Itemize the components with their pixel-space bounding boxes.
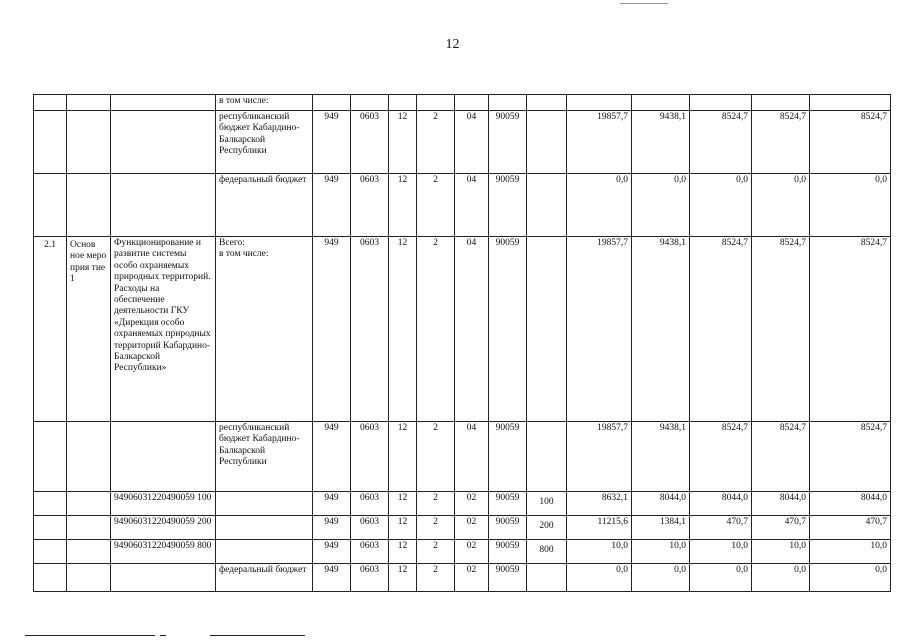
col-event — [455, 95, 489, 111]
col-value-3: 8524,7 — [690, 237, 752, 422]
col-program: 12 — [389, 540, 417, 564]
col-grbs: 949 — [313, 516, 351, 540]
col-number — [34, 492, 67, 516]
col-grbs: 949 — [313, 174, 351, 237]
footnote-rule-left — [25, 635, 155, 636]
col-value-5: 0,0 — [810, 564, 891, 592]
row-respublikanskiy-2 — [34, 422, 891, 492]
col-status — [67, 95, 111, 111]
row-vsego-2-1 — [34, 237, 891, 422]
col-grbs — [313, 95, 351, 111]
col-rzpr: 0603 — [351, 237, 389, 422]
row-federalnyy-2 — [34, 564, 891, 592]
col-program: 12 — [389, 237, 417, 422]
col-value-1: 19857,7 — [567, 237, 632, 422]
col-subprogram: 2 — [417, 564, 455, 592]
col-event: 02 — [455, 516, 489, 540]
col-value-5: 8524,7 — [810, 422, 891, 492]
col-subprogram: 2 — [417, 422, 455, 492]
col-value-4 — [752, 95, 810, 111]
page-number: 12 — [445, 37, 460, 52]
col-vr — [527, 174, 567, 237]
col-status — [67, 516, 111, 540]
col-vr — [527, 95, 567, 111]
col-value-2: 1384,1 — [632, 516, 690, 540]
col-program: 12 — [389, 516, 417, 540]
col-value-1: 10,0 — [567, 540, 632, 564]
col-value-3: 0,0 — [690, 174, 752, 237]
col-value-3: 0,0 — [690, 564, 752, 592]
col-direction: 90059 — [489, 564, 527, 592]
col-event: 04 — [455, 237, 489, 422]
col-vr: 800 — [527, 540, 567, 564]
col-source: федеральный бюджет — [216, 174, 313, 237]
col-program: 12 — [389, 564, 417, 592]
footnote-rule-dash — [160, 635, 166, 636]
col-value-5: 470,7 — [810, 516, 891, 540]
col-value-2: 0,0 — [632, 174, 690, 237]
col-value-2: 9438,1 — [632, 237, 690, 422]
col-rzpr: 0603 — [351, 422, 389, 492]
col-rzpr: 0603 — [351, 174, 389, 237]
col-event: 02 — [455, 564, 489, 592]
col-title — [111, 95, 216, 111]
col-direction: 90059 — [489, 174, 527, 237]
col-value-3: 10,0 — [690, 540, 752, 564]
col-rzpr: 0603 — [351, 540, 389, 564]
col-title — [111, 174, 216, 237]
row-v-tom-chisle-1 — [34, 95, 891, 111]
col-status: Основ ное меро прия тие 1 — [67, 237, 111, 422]
col-source — [216, 540, 313, 564]
col-direction: 90059 — [489, 492, 527, 516]
col-number — [34, 111, 67, 174]
col-value-5: 8524,7 — [810, 111, 891, 174]
col-rzpr: 0603 — [351, 111, 389, 174]
col-value-4: 8524,7 — [752, 237, 810, 422]
col-title — [111, 111, 216, 174]
col-value-1: 11215,6 — [567, 516, 632, 540]
col-event: 02 — [455, 540, 489, 564]
col-value-4: 10,0 — [752, 540, 810, 564]
col-rzpr: 0603 — [351, 516, 389, 540]
col-value-1 — [567, 95, 632, 111]
col-subprogram: 2 — [417, 540, 455, 564]
col-value-1: 0,0 — [567, 174, 632, 237]
row-respublikanskiy-1 — [34, 111, 891, 174]
col-direction: 90059 — [489, 540, 527, 564]
col-value-3: 8524,7 — [690, 111, 752, 174]
col-subprogram: 2 — [417, 111, 455, 174]
col-status — [67, 492, 111, 516]
col-title: 94906031220490059 800 — [111, 540, 216, 564]
col-grbs: 949 — [313, 564, 351, 592]
col-value-5: 0,0 — [810, 174, 891, 237]
col-value-5 — [810, 95, 891, 111]
col-program: 12 — [389, 174, 417, 237]
col-program — [389, 95, 417, 111]
col-grbs: 949 — [313, 492, 351, 516]
col-status — [67, 422, 111, 492]
col-event: 04 — [455, 111, 489, 174]
col-subprogram: 2 — [417, 516, 455, 540]
col-status — [67, 111, 111, 174]
col-value-3: 8044,0 — [690, 492, 752, 516]
col-source — [216, 492, 313, 516]
col-value-4: 0,0 — [752, 174, 810, 237]
col-vr — [527, 422, 567, 492]
col-number — [34, 174, 67, 237]
col-value-1: 19857,7 — [567, 111, 632, 174]
col-direction: 90059 — [489, 237, 527, 422]
col-value-2: 10,0 — [632, 540, 690, 564]
col-value-1: 8632,1 — [567, 492, 632, 516]
col-grbs: 949 — [313, 540, 351, 564]
col-vr: 200 — [527, 516, 567, 540]
col-value-4: 0,0 — [752, 564, 810, 592]
col-value-5: 8524,7 — [810, 237, 891, 422]
col-source: федеральный бюджет — [216, 564, 313, 592]
col-direction: 90059 — [489, 422, 527, 492]
col-title — [111, 422, 216, 492]
col-value-5: 8044,0 — [810, 492, 891, 516]
col-program: 12 — [389, 111, 417, 174]
col-source — [216, 516, 313, 540]
col-value-4: 8524,7 — [752, 422, 810, 492]
col-source: Всего: в том числе: — [216, 237, 313, 422]
col-number: 2.1 — [34, 237, 67, 422]
row-kbk-800 — [34, 540, 891, 564]
col-event: 04 — [455, 174, 489, 237]
col-rzpr: 0603 — [351, 564, 389, 592]
scan-mark — [620, 3, 668, 4]
col-value-1: 19857,7 — [567, 422, 632, 492]
col-event: 04 — [455, 422, 489, 492]
col-value-2 — [632, 95, 690, 111]
col-program: 12 — [389, 422, 417, 492]
col-program: 12 — [389, 492, 417, 516]
col-number — [34, 422, 67, 492]
col-vr — [527, 237, 567, 422]
footnote-rule-right — [210, 635, 305, 636]
budget-table — [33, 94, 891, 592]
col-source: республиканский бюджет Кабардино-Балкарской Республики — [216, 422, 313, 492]
col-status — [67, 564, 111, 592]
col-value-4: 470,7 — [752, 516, 810, 540]
col-event: 02 — [455, 492, 489, 516]
col-direction — [489, 95, 527, 111]
col-number — [34, 516, 67, 540]
row-kbk-100 — [34, 492, 891, 516]
col-source: в том числе: — [216, 95, 313, 111]
col-value-4: 8044,0 — [752, 492, 810, 516]
col-value-3: 470,7 — [690, 516, 752, 540]
col-value-3: 8524,7 — [690, 422, 752, 492]
col-number — [34, 540, 67, 564]
col-grbs: 949 — [313, 422, 351, 492]
col-vr: 100 — [527, 492, 567, 516]
col-subprogram — [417, 95, 455, 111]
col-value-5: 10,0 — [810, 540, 891, 564]
col-value-2: 8044,0 — [632, 492, 690, 516]
col-value-2: 9438,1 — [632, 422, 690, 492]
col-status — [67, 540, 111, 564]
row-federalnyy-1 — [34, 174, 891, 237]
col-rzpr — [351, 95, 389, 111]
col-title — [111, 564, 216, 592]
col-grbs: 949 — [313, 111, 351, 174]
col-vr — [527, 111, 567, 174]
col-number — [34, 564, 67, 592]
col-value-1: 0,0 — [567, 564, 632, 592]
col-title: 94906031220490059 200 — [111, 516, 216, 540]
col-status — [67, 174, 111, 237]
col-grbs: 949 — [313, 237, 351, 422]
col-rzpr: 0603 — [351, 492, 389, 516]
col-value-3 — [690, 95, 752, 111]
col-value-4: 8524,7 — [752, 111, 810, 174]
col-vr — [527, 564, 567, 592]
row-kbk-200 — [34, 516, 891, 540]
col-subprogram: 2 — [417, 492, 455, 516]
col-direction: 90059 — [489, 516, 527, 540]
col-direction: 90059 — [489, 111, 527, 174]
col-title: 94906031220490059 100 — [111, 492, 216, 516]
col-title: Функционирование и развитие системы особо охраняемых природных территорий. Расходы на обеспечение деятельности ГКУ «Дирекция особо охраняемых природных территорий Кабардино-Балкарской Республики» — [111, 237, 216, 422]
col-value-2: 9438,1 — [632, 111, 690, 174]
col-subprogram: 2 — [417, 237, 455, 422]
col-subprogram: 2 — [417, 174, 455, 237]
col-source: республиканский бюджет Кабардино-Балкарской Республики — [216, 111, 313, 174]
col-value-2: 0,0 — [632, 564, 690, 592]
col-number — [34, 95, 67, 111]
